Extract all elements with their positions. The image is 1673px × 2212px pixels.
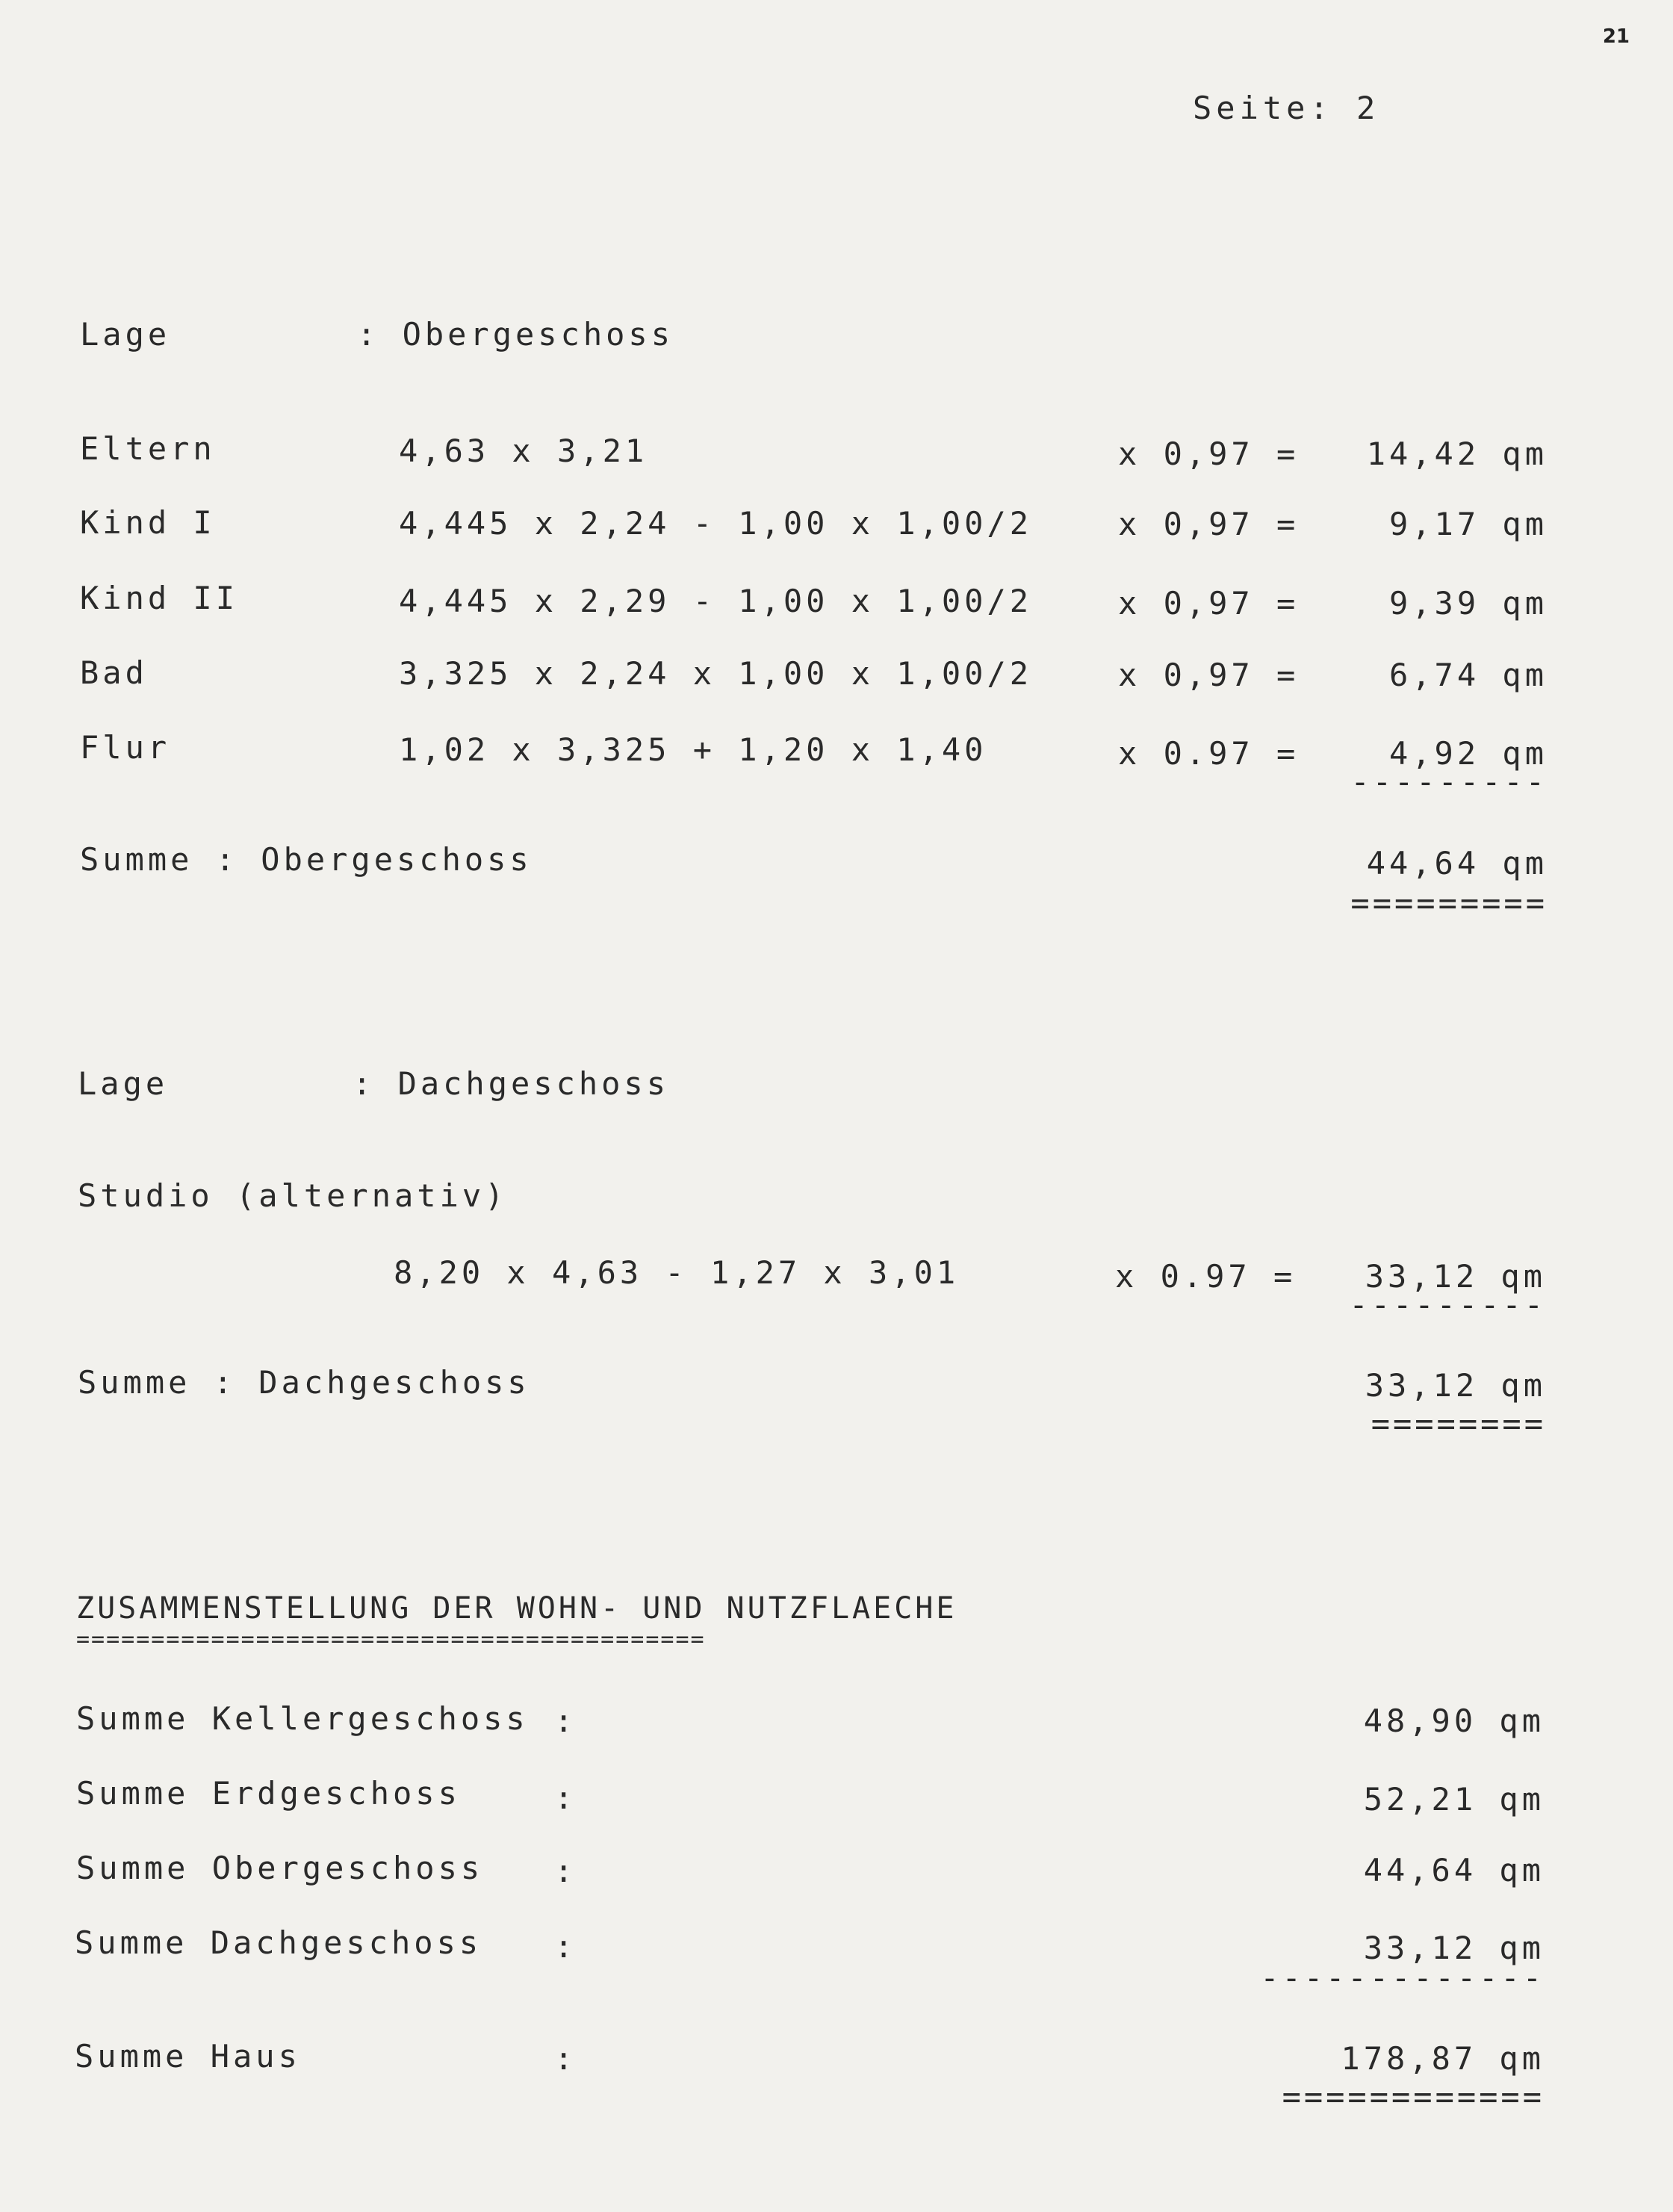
room-factor: x 0,97 = (1118, 585, 1300, 622)
sum-value: 33,12 qm (1365, 1367, 1546, 1404)
summary-label: Summe Obergeschoss (76, 1850, 484, 1886)
room-formula: 8,20 x 4,63 - 1,27 x 3,01 (394, 1254, 960, 1291)
sum-label: Summe : Dachgeschoss (78, 1364, 530, 1401)
room-name: Eltern (80, 430, 216, 467)
summary-title-rule: ========================================== (76, 1626, 706, 1652)
house-total-colon: : (554, 2040, 577, 2077)
house-total-label: Summe Haus (75, 2038, 301, 2075)
house-total-value: 178,87 qm (1341, 2040, 1545, 2077)
page-indicator: Seite: 2 (1193, 90, 1380, 126)
room-formula: 4,445 x 2,24 - 1,00 x 1,00/2 (399, 505, 1033, 542)
lage-label: Lage (78, 1065, 169, 1102)
room-result: 9,39 qm (1388, 585, 1548, 622)
total-rule: ======== (1371, 1405, 1546, 1442)
room-name: Flur (80, 729, 171, 766)
summary-label: Summe Erdgeschoss (76, 1775, 461, 1812)
total-rule: ============ (1282, 2078, 1545, 2115)
room-result: 9,17 qm (1388, 506, 1548, 542)
room-factor: x 0.97 = (1115, 1258, 1297, 1295)
summary-colon: : (554, 1853, 577, 1889)
subtotal-rule: --------- (1350, 763, 1548, 800)
summary-colon: : (554, 1703, 577, 1739)
room-name: Kind I (80, 504, 216, 541)
subtotal-rule: ------------- (1260, 1959, 1545, 1996)
room-name: Bad (80, 654, 148, 691)
summary-title: ZUSAMMENSTELLUNG DER WOHN- UND NUTZFLAECHE (76, 1591, 957, 1626)
room-name: Studio (alternativ) (78, 1177, 508, 1214)
room-result: 14,42 qm (1366, 436, 1548, 472)
summary-value: 44,64 qm (1363, 1852, 1545, 1889)
subtotal-rule: --------- (1349, 1286, 1546, 1323)
room-result: 4,92 qm (1388, 735, 1548, 772)
room-factor: x 0,97 = (1118, 436, 1300, 472)
page-number: 21 (1602, 25, 1630, 48)
room-result: 6,74 qm (1388, 657, 1548, 693)
total-rule: ========= (1350, 885, 1548, 921)
room-formula: 3,325 x 2,24 x 1,00 x 1,00/2 (399, 655, 1033, 692)
summary-label: Summe Kellergeschoss (76, 1700, 529, 1737)
summary-colon: : (554, 1779, 577, 1816)
room-result: 33,12 qm (1365, 1258, 1546, 1295)
sum-label: Summe : Obergeschoss (80, 841, 533, 878)
room-name: Kind II (80, 580, 239, 616)
lage-label: Lage (80, 316, 171, 353)
room-factor: x 0,97 = (1118, 506, 1300, 542)
room-factor: x 0,97 = (1118, 657, 1300, 693)
room-formula: 4,445 x 2,29 - 1,00 x 1,00/2 (399, 583, 1033, 619)
summary-value: 48,90 qm (1363, 1703, 1545, 1739)
summary-colon: : (554, 1928, 577, 1965)
summary-value: 52,21 qm (1363, 1781, 1545, 1818)
sum-value: 44,64 qm (1366, 845, 1548, 882)
lage-value: : Obergeschoss (357, 316, 674, 353)
room-formula: 4,63 x 3,21 (399, 433, 648, 469)
room-factor: x 0.97 = (1118, 735, 1300, 772)
summary-label: Summe Dachgeschoss (75, 1924, 482, 1961)
summary-value: 33,12 qm (1363, 1930, 1545, 1966)
room-formula: 1,02 x 3,325 + 1,20 x 1,40 (399, 731, 987, 768)
lage-value: : Dachgeschoss (353, 1065, 670, 1102)
